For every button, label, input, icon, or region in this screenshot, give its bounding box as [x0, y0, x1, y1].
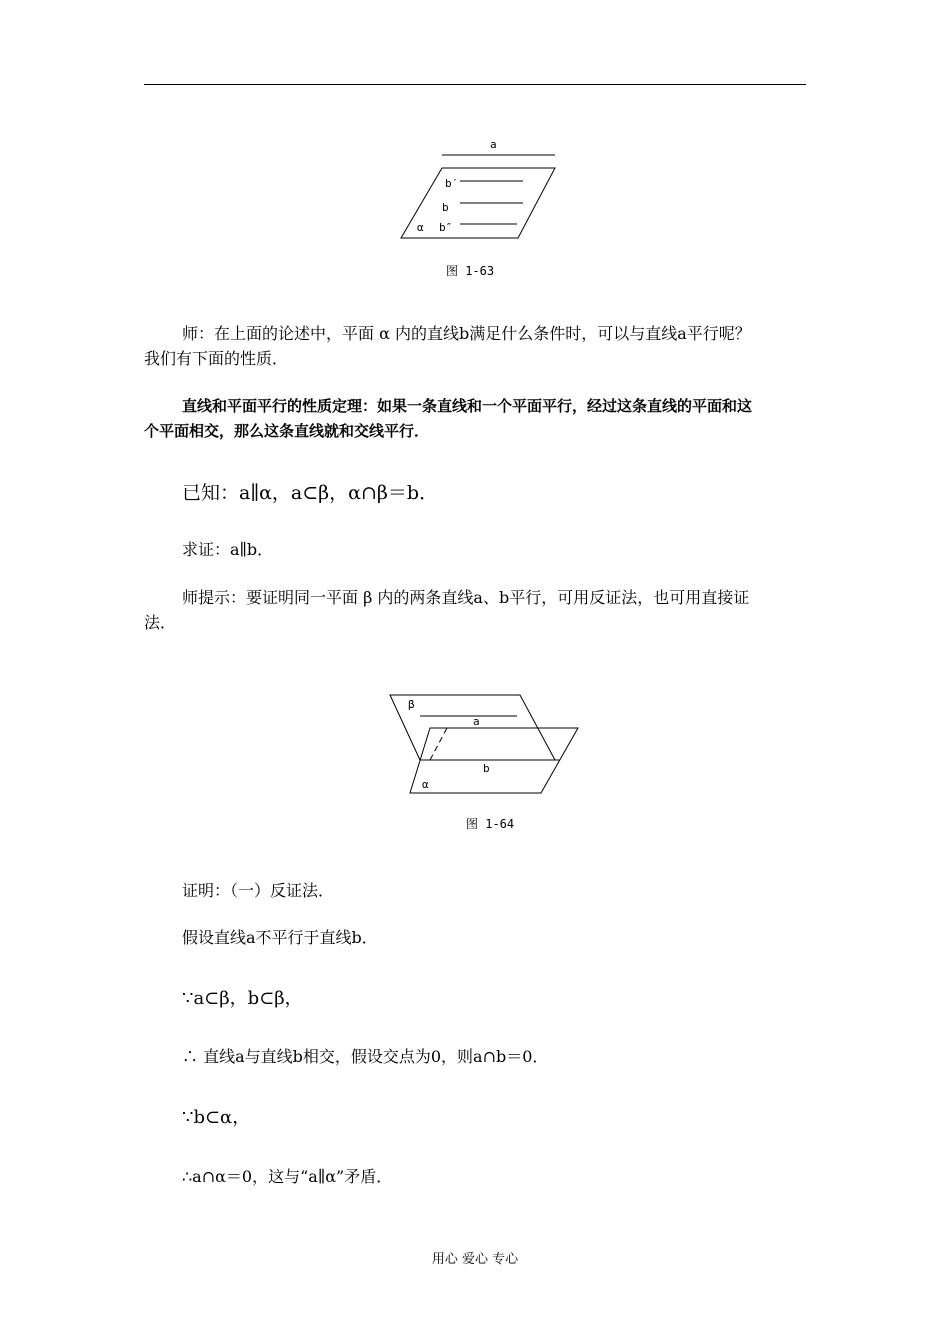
paragraph-line: 师：在上面的论述中，平面 α 内的直线b满足什么条件时，可以与直线a平行呢？ [182, 324, 751, 343]
page-footer: 用心 爱心 专心 [431, 1252, 519, 1267]
hint-line: 法． [144, 613, 177, 632]
label-b-prime: b′ [445, 177, 459, 190]
given-line: 已知：a∥α，a⊂β，α∩β＝b． [182, 482, 439, 504]
paragraph-line: 我们有下面的性质． [144, 349, 289, 368]
prove-line: 求证：a∥b． [182, 540, 274, 559]
figure-caption-1-63: 图 1-63 [446, 264, 495, 278]
label-b: b [442, 201, 449, 214]
proof-line: ∴a∩α＝0，这与“a∥α”矛盾． [182, 1167, 393, 1186]
header-rule [144, 84, 806, 85]
proof-title: 证明：（一）反证法． [182, 881, 335, 900]
label-alpha: α [417, 221, 424, 234]
label-beta: β [408, 698, 415, 711]
theorem-line: 个平面相交，那么这条直线就和交线平行． [144, 422, 430, 440]
label-b-double-prime: b″ [439, 221, 453, 234]
figure-caption-1-64: 图 1-64 [466, 817, 515, 831]
label-a: a [473, 715, 480, 728]
label-b: b [483, 762, 490, 775]
proof-line: 假设直线a不平行于直线b． [182, 928, 378, 947]
proof-line: ∵a⊂β，b⊂β， [182, 988, 303, 1009]
hint-line: 师提示：要证明同一平面 β 内的两条直线a、b平行，可用反证法，也可用直接证 [182, 588, 750, 607]
label-alpha: α [422, 778, 429, 791]
figure-1-64 [385, 690, 585, 800]
figure-1-63 [395, 135, 565, 245]
proof-line: ∴ 直线a与直线b相交，假设交点为0，则a∩b＝0． [182, 1047, 549, 1066]
label-a: a [490, 138, 497, 151]
theorem-line: 直线和平面平行的性质定理：如果一条直线和一个平面平行，经过这条直线的平面和这 [182, 397, 753, 415]
proof-line: ∵b⊂α， [182, 1107, 251, 1128]
